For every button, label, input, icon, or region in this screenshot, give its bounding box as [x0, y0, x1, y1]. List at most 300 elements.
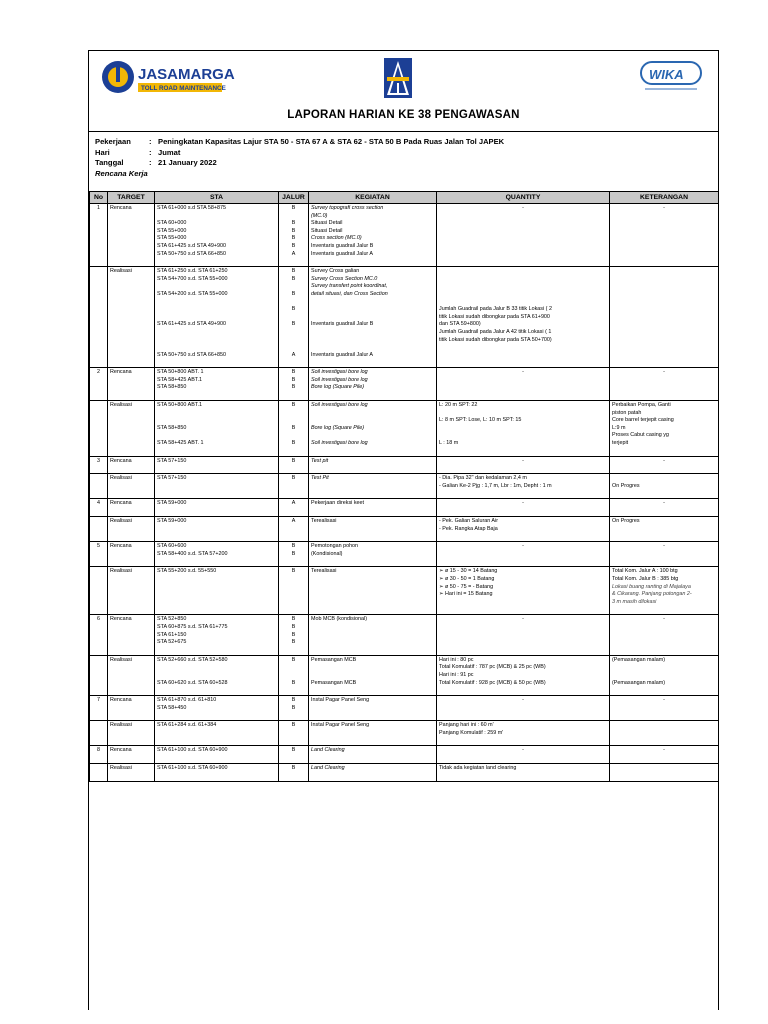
cell-no: 5 — [90, 542, 108, 560]
keterangan-line: (Pemasangan malam) — [612, 679, 666, 686]
kegiatan-line: Terealisasi — [311, 568, 337, 575]
sta-line: STA 58+425 ABT.1 — [157, 376, 203, 383]
keterangan-line: On Progres — [612, 482, 640, 489]
jalur-line: B — [291, 220, 296, 227]
kegiatan-line: Survey transfert point koordinat, — [311, 283, 388, 290]
kegiatan-line: Bore log (Square Pile) — [311, 424, 365, 431]
spacer-cell — [437, 738, 610, 746]
cell-quantity — [437, 764, 610, 774]
quantity-line: - — [522, 457, 524, 464]
jalur-line: B — [291, 384, 296, 391]
spacer-cell — [610, 466, 719, 474]
cell-no — [90, 517, 108, 535]
spacer-cell — [108, 466, 155, 474]
keterangan-line: - — [663, 369, 665, 376]
kegiatan-line: Inventaris guadrail Jalur B — [311, 242, 374, 249]
keterangan-line: - — [663, 543, 665, 550]
sta-line: STA 57+150 — [157, 475, 187, 482]
col-quantity: QUANTITY — [437, 192, 610, 204]
kegiatan-line: Soil investigasi bore log — [311, 440, 368, 447]
cell-quantity — [437, 267, 610, 361]
kegiatan-line: Survey Cross galian — [311, 268, 360, 275]
cell-jalur — [279, 542, 309, 560]
rencana-row — [90, 542, 719, 560]
keterangan-line: & Cikarang. Panjang potongan 2- — [612, 591, 692, 598]
cell-no: 6 — [90, 615, 108, 648]
cell-keterangan — [610, 499, 719, 509]
logo-bar — [89, 51, 718, 103]
kegiatan-line — [311, 314, 434, 322]
kegiatan-line: Mob MCB (kondisional) — [311, 616, 368, 623]
keterangan-line: Proses Cabut casing yg — [612, 432, 669, 439]
jalur-line: B — [291, 747, 296, 754]
sta-line: STA 59+000 — [157, 518, 187, 524]
cell-kegiatan — [309, 401, 437, 449]
keterangan-line: - — [663, 205, 665, 211]
row-spacer — [90, 688, 719, 696]
cell-sta — [155, 474, 279, 492]
spacer-cell — [437, 607, 610, 615]
realisasi-row — [90, 517, 719, 535]
sta-line: STA 61+000 s.d STA 58+875 — [157, 205, 227, 211]
sta-line — [157, 314, 276, 322]
kegiatan-line: Inventaris guadrail Jalur B — [311, 321, 374, 328]
rencana-row — [90, 696, 719, 714]
quantity-line: - — [522, 543, 524, 550]
sta-line: STA 61+284 s.d. 61+384 — [157, 722, 217, 729]
jalur-line: B — [291, 369, 296, 376]
spacer-cell — [610, 509, 719, 517]
jalur-line — [281, 337, 306, 345]
quantity-line: - — [522, 369, 524, 376]
spacer-cell — [610, 393, 719, 401]
cell-kegiatan — [309, 615, 437, 648]
quantity-line — [439, 276, 607, 284]
cell-no — [90, 267, 108, 361]
jalur-line: B — [291, 376, 296, 383]
cell-sta — [155, 615, 279, 648]
cell-kegiatan — [309, 746, 437, 756]
spacer-cell — [279, 466, 309, 474]
spacer-cell — [610, 648, 719, 656]
rencana-row — [90, 746, 719, 756]
quantity-line: Jumlah Guadrail pada Jalur B 33 titik Lokasi ( 2 — [439, 306, 552, 313]
spacer-cell — [309, 534, 437, 542]
sta-line: STA 58+425 ABT. 1 — [157, 440, 204, 447]
jalur-line: B — [291, 275, 296, 282]
keterangan-line: 3 m masih dilokasi — [612, 598, 657, 605]
jalur-line: B — [291, 543, 296, 550]
kegiatan-line — [311, 432, 434, 440]
svg-text:WIKA: WIKA — [649, 67, 684, 82]
sta-line: STA 58+450 — [157, 704, 187, 711]
jalur-line: B — [291, 290, 296, 297]
cell-no: 7 — [90, 696, 108, 714]
sta-line — [157, 283, 276, 291]
spacer-cell — [155, 360, 279, 368]
jalur-line — [281, 314, 306, 322]
spacer-cell — [610, 491, 719, 499]
kegiatan-line — [311, 337, 434, 345]
kegiatan-line: (Kondisional) — [311, 550, 343, 557]
kegiatan-line: Survey Cross Section MC.0 — [311, 275, 378, 282]
cell-kegiatan — [309, 517, 437, 535]
cell-sta — [155, 499, 279, 509]
spacer-cell — [309, 449, 437, 457]
kegiatan-line: Inventaris guadrail Jalur A — [311, 250, 374, 257]
sta-line — [157, 213, 276, 221]
sta-line: STA 60+875 s.d. STA 61+775 — [157, 623, 228, 630]
spacer-cell — [90, 774, 108, 782]
spacer-cell — [108, 534, 155, 542]
sta-line: STA 52+675 — [157, 639, 187, 646]
spacer-cell — [279, 449, 309, 457]
realisasi-row — [90, 474, 719, 492]
jalur-line: A — [291, 250, 296, 257]
sta-line: STA 55+200 s.d. 55+550 — [157, 568, 217, 575]
sta-line: STA 58+850 — [157, 424, 187, 431]
cell-target: Rencana — [108, 368, 155, 393]
jalur-line — [281, 283, 306, 291]
cell-jalur — [279, 615, 309, 648]
jalur-line: B — [291, 550, 296, 557]
jalur-line: B — [291, 697, 296, 704]
keterangan-line: - — [663, 697, 665, 704]
cell-quantity — [437, 401, 610, 449]
jalur-line — [281, 410, 306, 418]
keterangan-line — [612, 664, 716, 672]
spacer-cell — [108, 648, 155, 656]
sta-line: STA 50+750 s.d STA 66+850 — [157, 250, 227, 257]
kegiatan-line: Pemasangan MCB — [311, 656, 357, 663]
quantity-line: Total Komulatif : 928 pc (MCB) & 50 pc (WB) — [439, 679, 546, 686]
spacer-cell — [90, 259, 108, 267]
spacer-cell — [90, 738, 108, 746]
cell-target: Rencana — [108, 204, 155, 260]
spacer-cell — [437, 491, 610, 499]
report-title: LAPORAN HARIAN KE 38 PENGAWASAN — [287, 109, 520, 121]
spacer-cell — [309, 509, 437, 517]
jalur-line: B — [291, 568, 296, 575]
spacer-cell — [90, 466, 108, 474]
cell-sta — [155, 267, 279, 361]
col-jalur: JALUR — [279, 192, 309, 204]
quantity-line: Hari ini : 80 pc — [439, 656, 474, 663]
spacer-cell — [437, 509, 610, 517]
sta-line — [157, 344, 276, 352]
jalur-line: B — [291, 424, 296, 431]
spacer-cell — [155, 509, 279, 517]
spacer-cell — [309, 774, 437, 782]
sta-line: STA 58+400 s.d. STA 57+200 — [157, 550, 228, 557]
cell-jalur — [279, 204, 309, 260]
spacer-cell — [90, 534, 108, 542]
jalur-line: B — [291, 242, 296, 249]
kegiatan-line: Test Pit — [311, 475, 329, 482]
spacer-cell — [279, 360, 309, 368]
cell-quantity — [437, 615, 610, 648]
jalur-line: B — [291, 656, 296, 663]
kegiatan-line: Test pit — [311, 457, 329, 464]
jalur-line: B — [291, 631, 296, 638]
spacer-cell — [279, 491, 309, 499]
cell-quantity — [437, 696, 610, 714]
jalur-line: B — [291, 306, 296, 313]
cell-jalur — [279, 764, 309, 774]
quantity-line: - Pek. Galian Saluran Air — [439, 518, 499, 524]
sta-line: STA 60+600 — [157, 543, 187, 550]
keterangan-line: - — [663, 747, 665, 754]
jalur-line — [281, 432, 306, 440]
spacer-cell — [309, 688, 437, 696]
quantity-line — [439, 425, 607, 433]
spacer-cell — [108, 491, 155, 499]
sta-line — [157, 417, 276, 425]
row-spacer — [90, 607, 719, 615]
sta-line: STA 55+000 — [157, 235, 187, 242]
spacer-cell — [610, 449, 719, 457]
cell-sta — [155, 401, 279, 449]
cell-quantity — [437, 542, 610, 560]
cell-no — [90, 401, 108, 449]
spacer-cell — [309, 713, 437, 721]
rencana-row — [90, 204, 719, 260]
spacer-cell — [155, 607, 279, 615]
cell-target: Rencana — [108, 499, 155, 509]
spacer-cell — [155, 756, 279, 764]
jalur-line: B — [291, 321, 296, 328]
cell-jalur — [279, 517, 309, 535]
cell-jalur — [279, 721, 309, 739]
sta-line: STA 50+750 s.d STA 66+850 — [157, 351, 227, 358]
keterangan-line: Perbaikan Pompa, Ganti — [612, 402, 671, 409]
spacer-cell — [309, 559, 437, 567]
sta-line: STA 60+620 s.d. STA 60+528 — [157, 679, 228, 686]
cell-no: 2 — [90, 368, 108, 393]
jalur-line: B — [291, 457, 296, 464]
rencana-kerja-label: Rencana Kerja — [95, 168, 148, 178]
sta-line: STA 59+000 — [157, 500, 187, 507]
cell-jalur — [279, 267, 309, 361]
jalur-line: B — [291, 616, 296, 623]
spacer-cell — [279, 713, 309, 721]
cell-kegiatan — [309, 499, 437, 509]
rencana-row — [90, 456, 719, 466]
spacer-cell — [108, 607, 155, 615]
jalur-line: B — [291, 402, 296, 409]
kegiatan-line: Land Clearing — [311, 765, 345, 772]
spacer-cell — [90, 713, 108, 721]
cell-keterangan — [610, 204, 719, 260]
cell-jalur — [279, 401, 309, 449]
sta-line — [157, 410, 276, 418]
kegiatan-line — [311, 672, 434, 680]
quantity-line: ➢ ø 15 - 30 = 14 Batang — [439, 568, 498, 575]
cell-no — [90, 721, 108, 739]
spacer-cell — [279, 648, 309, 656]
cell-kegiatan — [309, 267, 437, 361]
jalur-line — [281, 417, 306, 425]
table-body — [90, 204, 719, 782]
cell-kegiatan — [309, 696, 437, 714]
cell-target: Rencana — [108, 696, 155, 714]
kegiatan-line — [311, 664, 434, 672]
kegiatan-line: Situasi Detail — [311, 227, 343, 234]
keterangan-line: - — [663, 616, 665, 623]
sta-line — [157, 337, 276, 345]
kegiatan-line — [311, 410, 434, 418]
spacer-cell — [90, 688, 108, 696]
cell-keterangan — [610, 368, 719, 393]
row-spacer — [90, 491, 719, 499]
row-spacer — [90, 534, 719, 542]
spacer-cell — [155, 534, 279, 542]
cell-jalur — [279, 655, 309, 688]
keterangan-line: - — [663, 457, 665, 464]
quantity-line: L: 8 m SPT: Lose, L: 10 m SPT: 15 — [439, 417, 522, 424]
quantity-line — [439, 291, 607, 299]
spacer-cell — [437, 393, 610, 401]
cell-no: 8 — [90, 746, 108, 756]
cell-sta — [155, 368, 279, 393]
sta-line: STA 55+000 — [157, 227, 187, 234]
jalur-line — [281, 664, 306, 672]
jalur-line — [281, 329, 306, 337]
cell-quantity — [437, 567, 610, 607]
cell-keterangan — [610, 764, 719, 774]
tanggal-line: Tanggal : 21 January 2022 — [95, 158, 217, 167]
cell-sta — [155, 567, 279, 607]
spacer-cell — [90, 607, 108, 615]
spacer-cell — [309, 491, 437, 499]
sta-line: STA 58+850 — [157, 384, 187, 391]
cell-target: Rencana — [108, 615, 155, 648]
cell-keterangan — [610, 542, 719, 560]
cell-jalur — [279, 474, 309, 492]
jalur-line: B — [291, 235, 296, 242]
jalur-line: B — [291, 639, 296, 646]
keterangan-line — [612, 672, 716, 680]
spacer-cell — [610, 756, 719, 764]
spacer-cell — [279, 607, 309, 615]
sta-line: STA 54+200 s.d. STA 55+000 — [157, 290, 228, 297]
jasamarga-logo — [99, 57, 235, 97]
quantity-line: titik Lokasi sudah dibongkar pada STA 50+700) — [439, 336, 552, 343]
sta-line: STA 61+425 s.d STA 49+900 — [157, 242, 227, 249]
sta-line: STA 61+250 s.d. STA 61+250 — [157, 268, 228, 275]
kegiatan-line — [311, 306, 434, 314]
spacer-cell — [108, 360, 155, 368]
spacer-cell — [309, 756, 437, 764]
spacer-cell — [155, 393, 279, 401]
quantity-line: - — [522, 616, 524, 623]
cell-sta — [155, 204, 279, 260]
spacer-cell — [155, 688, 279, 696]
spacer-cell — [610, 360, 719, 368]
row-spacer — [90, 756, 719, 764]
spacer-cell — [279, 774, 309, 782]
cell-jalur — [279, 746, 309, 756]
spacer-cell — [279, 688, 309, 696]
sta-line: STA 61+100 s.d. STA 60+900 — [157, 765, 228, 772]
spacer-cell — [610, 688, 719, 696]
keterangan-line: L:9 m — [612, 424, 626, 431]
keterangan-line: (Pemasangan malam) — [612, 656, 666, 663]
quantity-line — [439, 268, 607, 276]
row-spacer — [90, 648, 719, 656]
cell-kegiatan — [309, 567, 437, 607]
spacer-cell — [437, 259, 610, 267]
realisasi-row — [90, 764, 719, 774]
jalur-line — [281, 299, 306, 307]
spacer-cell — [108, 713, 155, 721]
sta-line: STA 52+850 — [157, 616, 187, 623]
spacer-cell — [279, 559, 309, 567]
spacer-cell — [437, 756, 610, 764]
sta-line: STA 52+660 s.d. STA 52+580 — [157, 656, 228, 663]
keterangan-line: Total Kom. Jalur A : 100 btg — [612, 568, 678, 575]
quantity-line — [439, 299, 607, 307]
row-spacer — [90, 509, 719, 517]
spacer-cell — [108, 738, 155, 746]
cell-keterangan — [610, 267, 719, 361]
spacer-cell — [279, 756, 309, 764]
pekerjaan-line: Pekerjaan : Peningkatan Kapasitas Lajur STA 50 - STA 67 A & STA 62 - STA 50 B Pada Ruas Jalan Tol JAPEK — [95, 137, 505, 146]
kegiatan-line: Survey topografi cross section — [311, 205, 384, 211]
row-spacer — [90, 774, 719, 782]
cell-kegiatan — [309, 456, 437, 466]
spacer-cell — [437, 559, 610, 567]
spacer-cell — [309, 393, 437, 401]
spacer-cell — [610, 259, 719, 267]
spacer-cell — [90, 559, 108, 567]
rencana-row — [90, 499, 719, 509]
spacer-cell — [309, 259, 437, 267]
spacer-cell — [610, 713, 719, 721]
cell-target: Rencana — [108, 456, 155, 466]
spacer-cell — [155, 449, 279, 457]
spacer-cell — [437, 648, 610, 656]
spacer-cell — [437, 449, 610, 457]
cell-keterangan — [610, 615, 719, 648]
cell-sta — [155, 542, 279, 560]
cell-kegiatan — [309, 474, 437, 492]
cell-kegiatan — [309, 204, 437, 260]
cell-keterangan — [610, 655, 719, 688]
cell-no — [90, 567, 108, 607]
quantity-line: ➢ ø 30 - 50 = 1 Batang — [439, 575, 495, 582]
spacer-cell — [155, 713, 279, 721]
kegiatan-line: Soil investigasi bore log — [311, 402, 368, 409]
sta-line: STA 54+700 s.d. STA 55+000 — [157, 275, 228, 282]
quantity-line: - — [522, 697, 524, 704]
wika-logo — [639, 59, 703, 93]
spacer-cell — [437, 774, 610, 782]
row-spacer — [90, 738, 719, 746]
quantity-line: Tidak ada kegiatan land clearing — [439, 765, 517, 772]
cell-keterangan — [610, 696, 719, 714]
cell-quantity — [437, 499, 610, 509]
quantity-line: Panjang hari ini : 60 m' — [439, 722, 494, 729]
spacer-cell — [279, 738, 309, 746]
tanggal-value: 21 January 2022 — [158, 158, 217, 167]
cell-quantity — [437, 746, 610, 756]
hari-value: Jumat — [158, 147, 181, 157]
spacer-cell — [309, 607, 437, 615]
quantity-line: L: 20 m SPT: 22 — [439, 402, 478, 409]
cell-quantity — [437, 517, 610, 535]
sta-line: STA 60+000 — [157, 220, 187, 227]
